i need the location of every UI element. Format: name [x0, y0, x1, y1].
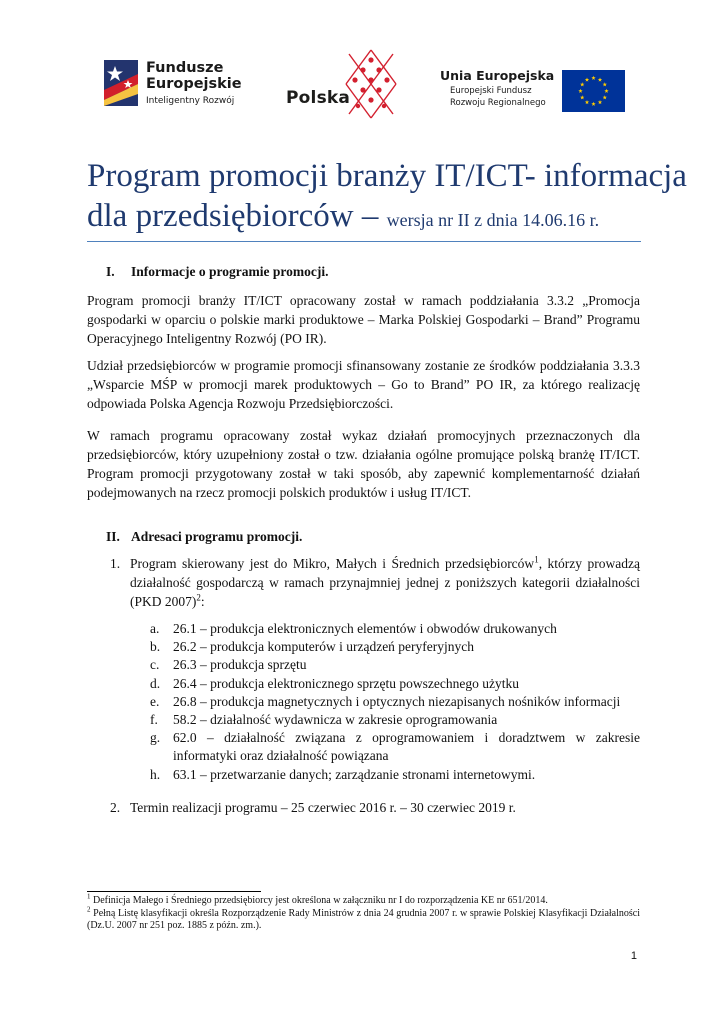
footnote-ref-1: 1 [534, 554, 539, 565]
list-item-1-text: Program skierowany jest do Mikro, Małych i Średnich przedsiębiorców$^1$, którzy prowadzą działalność gospodarczą w ramach przynajmniej jednej z poniższych kategorii działalności (PKD 2007)$^2$: [130, 554, 640, 609]
pkd-category-list [150, 620, 640, 784]
sub-item-text: 26.8 – produkcja magnetycznych i optycznych niezapisanych nośników informacji [173, 693, 621, 709]
list-item-1-marker: 1. [110, 556, 121, 571]
sub-item-text: 63.1 – przetwarzanie danych; zarządzanie stronami internetowymi. [173, 766, 536, 782]
paragraph-3: W ramach programu opracowany został wykaz działań promocyjnych przeznaczonych dla przedsiębiorców, który uzupełniony został o tzw. działania ogólne promujące polską branżę IT/ICT. Program promocji przygotowany został w taki sposób, aby zapewnić komplementarność działań podejmowanych na rzecz promocji polskich produktów i usług IT/ICT. [87, 428, 640, 500]
fundusze-europejskie-star-icon [104, 60, 138, 106]
unia-europejska-label: Unia Europejska [440, 68, 555, 83]
section-2-number: II. [106, 529, 120, 544]
polska-folk-pattern-icon [344, 48, 398, 120]
list-item [150, 766, 640, 784]
unia-europejska-logo [440, 62, 632, 124]
title-underline [87, 241, 641, 242]
sub-item-marker: b. [150, 639, 161, 655]
section-1-title: Informacje o programie promocji. [131, 264, 329, 279]
footnote-1-text: Definicja Małego i Średniego przedsiębiorcy jest określona w załączniku nr I do rozporządzenia KE nr 651/2014. [90, 895, 548, 906]
fundusze-europejskie-logo [100, 48, 240, 124]
title-line-1: Program promocji branży IT/ICT- informacja [87, 158, 687, 194]
polska-label: Polska [286, 88, 351, 108]
paragraph-1: Program promocji branży IT/ICT opracowany został w ramach poddziałania 3.3.2 „Promocja gospodarki w oparciu o polskie marki produktowe – Marka Polskiej Gospodarki – Brand” Programu Operacyjnego Inteligentny Rozwój (PO IR). [87, 293, 640, 346]
efrr-label-line2: Rozwoju Regionalnego [450, 98, 546, 108]
section-1-number: I. [106, 264, 115, 279]
section-1-heading [106, 262, 328, 281]
logo-bar [100, 48, 632, 124]
section-2-heading [106, 527, 302, 546]
title-main-text: dla przedsiębiorców – [87, 198, 387, 234]
sub-item-marker: f. [150, 712, 158, 728]
footnote-1 [87, 892, 640, 907]
sub-item-marker: h. [150, 766, 161, 782]
sub-item-text: 62.0 – działalność związana z oprogramowaniem i doradztwem w zakresie informatyki oraz działalność powiązana [173, 730, 640, 764]
sub-item-marker: g. [150, 730, 161, 746]
sub-item-text: 58.2 – działalność wydawnicza w zakresie oprogramowania [173, 712, 498, 728]
page-number: 1 [630, 950, 637, 962]
paragraph-2: Udział przedsiębiorców w programie promocji sfinansowany zostanie ze środków poddziałania 3.3.3 „Wsparcie MŚP w promocji marek produktowych – Go to Brand” PO IR, za którego realizację odpowiada Polska Agencja Rozwoju Przedsiębiorczości. [87, 358, 640, 411]
list-item [150, 729, 640, 765]
sub-item-marker: a. [150, 621, 160, 636]
europejskie-label: Europejskie [146, 76, 242, 92]
inteligentny-rozwoj-label: Inteligentny Rozwój [146, 96, 235, 106]
sub-item-text: 26.2 – produkcja komputerów i urządzeń peryferyjnych [173, 639, 475, 655]
list-item [150, 656, 640, 674]
footnote-2 [87, 905, 640, 933]
sub-item-marker: c. [150, 657, 160, 673]
footnote-separator [87, 891, 261, 892]
footnote-ref-2: 2 [196, 592, 201, 603]
list-item [150, 675, 640, 693]
title-version: wersja nr II z dnia 14.06.16 r. [386, 210, 600, 230]
list-item [150, 693, 640, 711]
efrr-label-line1: Europejski Fundusz [450, 86, 532, 96]
footnote-2-mark: 2 [87, 905, 91, 914]
list-item [150, 620, 640, 638]
document-title [87, 156, 687, 240]
list-item-2-marker: 2. [110, 800, 121, 815]
sub-item-text: 26.3 – produkcja sprzętu [173, 657, 307, 673]
fundusze-label: Fundusze [146, 60, 224, 76]
polska-logo [286, 48, 398, 124]
sub-item-text: 26.4 – produkcja elektronicznego sprzętu powszechnego użytku [173, 675, 520, 691]
sub-item-text: 26.1 – produkcja elektronicznych elementów i obwodów drukowanych [173, 621, 557, 636]
title-line-2 [87, 196, 647, 240]
footnote-2-text: Pełną Listę klasyfikacji określa Rozporządzenie Rady Ministrów z dnia 24 grudnia 2007 r. w sprawie Polskiej Klasyfikacji Działalności (Dz.U. 2007 nr 251 poz. 1885 z późn. zm.). [87, 908, 640, 932]
section-2-title: Adresaci programu promocji. [131, 529, 303, 544]
footnote-1-mark: 1 [87, 892, 91, 901]
list-item-2-text: Termin realizacji programu – 25 czerwiec 2016 r. – 30 czerwiec 2019 r. [130, 800, 516, 815]
sub-item-marker: d. [150, 675, 161, 691]
list-item [150, 638, 640, 656]
sub-item-marker: e. [150, 693, 160, 709]
eu-flag-icon [562, 70, 625, 112]
list-item [150, 711, 640, 729]
